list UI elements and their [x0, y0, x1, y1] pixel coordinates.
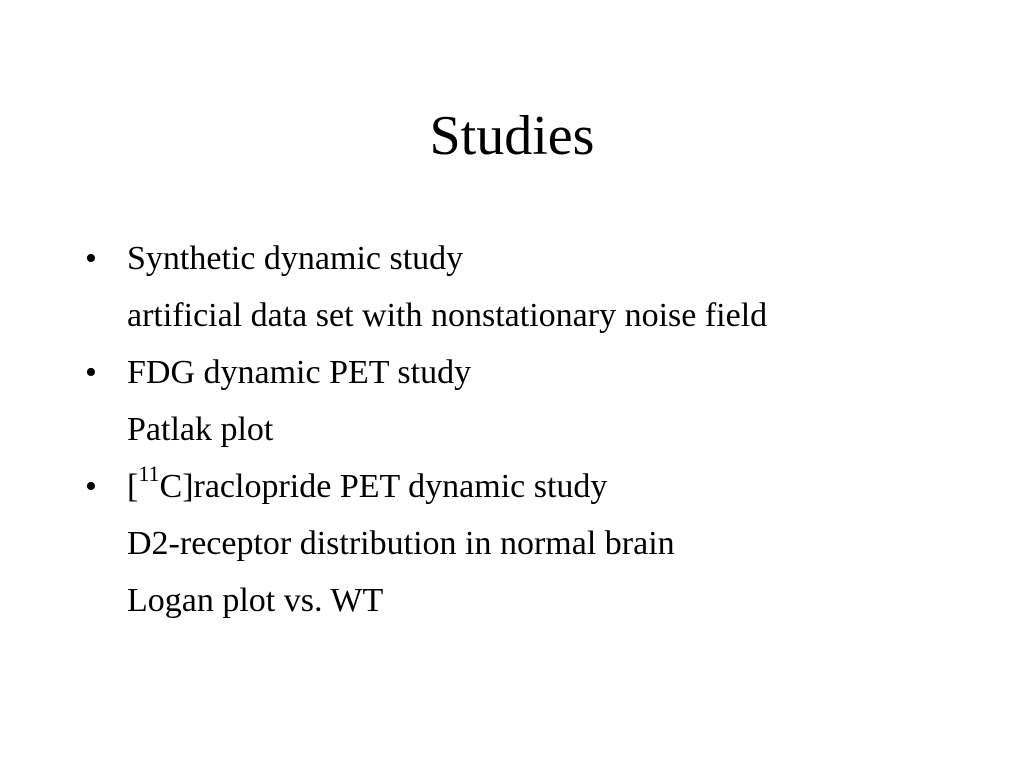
- sub-text: Patlak plot: [127, 411, 274, 448]
- slide-title: Studies: [429, 105, 595, 167]
- bullet-item: [85, 458, 985, 515]
- sub-item: [85, 287, 985, 344]
- sub-item: [85, 515, 985, 572]
- sub-text: Logan plot vs. WT: [127, 582, 384, 619]
- sub-item: [85, 572, 985, 629]
- tracer-name: C]raclopride PET dynamic study: [159, 468, 608, 505]
- isotope-superscript: 11: [138, 460, 160, 486]
- bullet-marker: •: [85, 354, 97, 391]
- bullet-text: FDG dynamic PET study: [127, 354, 472, 391]
- bullet-text: Synthetic dynamic study: [127, 240, 464, 277]
- sub-text: D2-receptor distribution in normal brain: [127, 525, 675, 562]
- sub-text: artificial data set with nonstationary noise field: [127, 297, 768, 334]
- bracket-open: [: [127, 468, 139, 505]
- bullet-list: [85, 230, 985, 629]
- bullet-marker: •: [85, 240, 97, 277]
- bullet-text: [127, 458, 607, 515]
- sub-item: [85, 401, 985, 458]
- bullet-item: [85, 344, 985, 401]
- bullet-item: [85, 230, 985, 287]
- bullet-marker: •: [85, 468, 97, 505]
